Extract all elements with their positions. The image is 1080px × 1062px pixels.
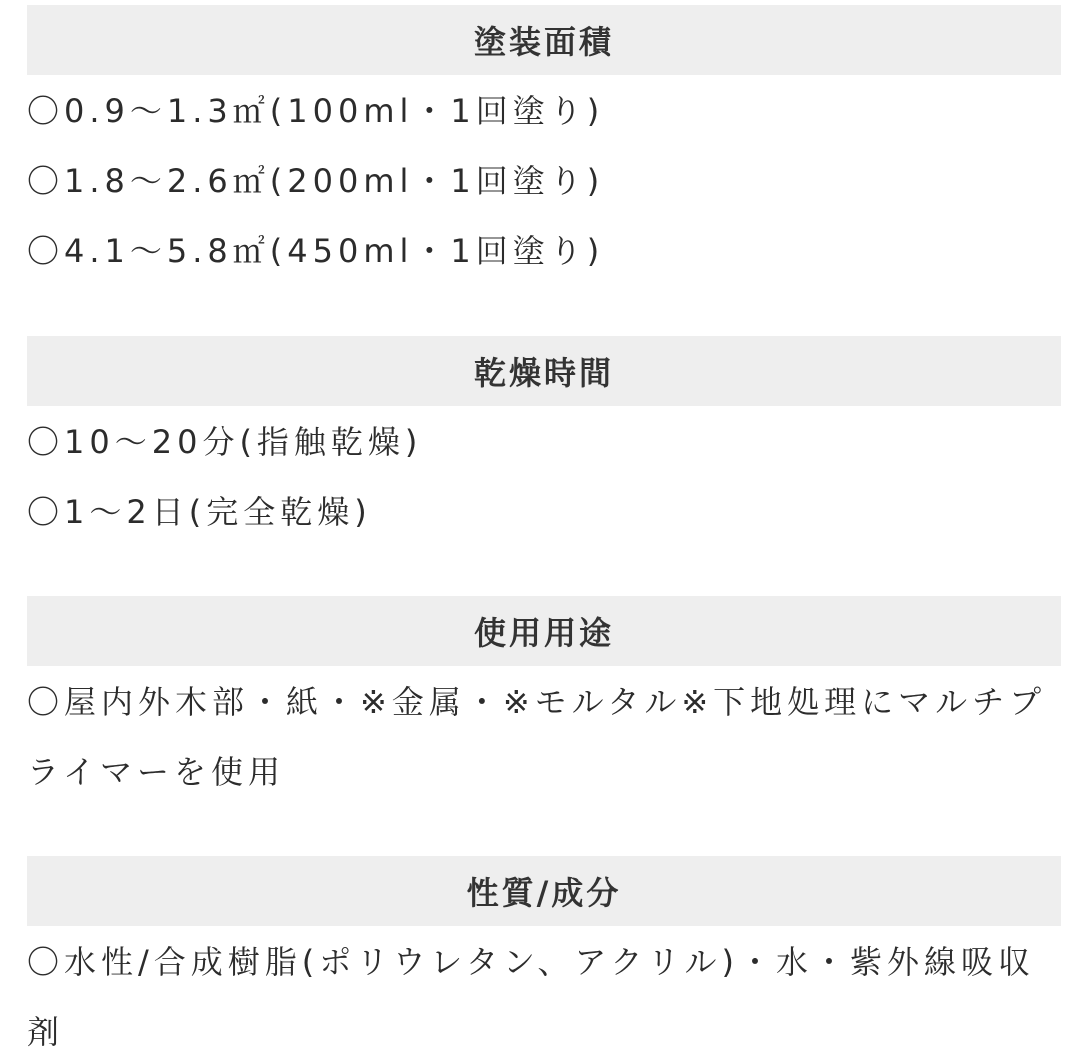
list-item: 剤 (27, 1013, 65, 1051)
list-item: 〇屋内外木部・紙・※金属・※モルタル※下地処理にマルチプ (27, 683, 1047, 721)
list-item: 〇水性/合成樹脂(ポリウレタン、アクリル)・水・紫外線吸収 (27, 943, 1035, 981)
section-header-drying-time (27, 336, 1061, 406)
list-item: 〇1.8〜2.6㎡(200ml・1回塗り) (27, 162, 605, 200)
list-item: ライマーを使用 (27, 753, 286, 791)
section-title: 乾燥時間 (473, 354, 614, 392)
section-title: 性質/成分 (466, 874, 622, 912)
list-item: 〇4.1〜5.8㎡(450ml・1回塗り) (27, 232, 605, 270)
section-title: 使用用途 (473, 614, 614, 652)
section-header-usage (27, 596, 1061, 666)
section-header-properties (27, 856, 1061, 926)
list-item: 〇1〜2日(完全乾燥) (27, 493, 372, 531)
section-title: 塗装面積 (473, 23, 614, 61)
list-item: 〇0.9〜1.3㎡(100ml・1回塗り) (27, 92, 605, 130)
section-header-coating-area (27, 5, 1061, 75)
list-item: 〇10〜20分(指触乾燥) (27, 423, 423, 461)
